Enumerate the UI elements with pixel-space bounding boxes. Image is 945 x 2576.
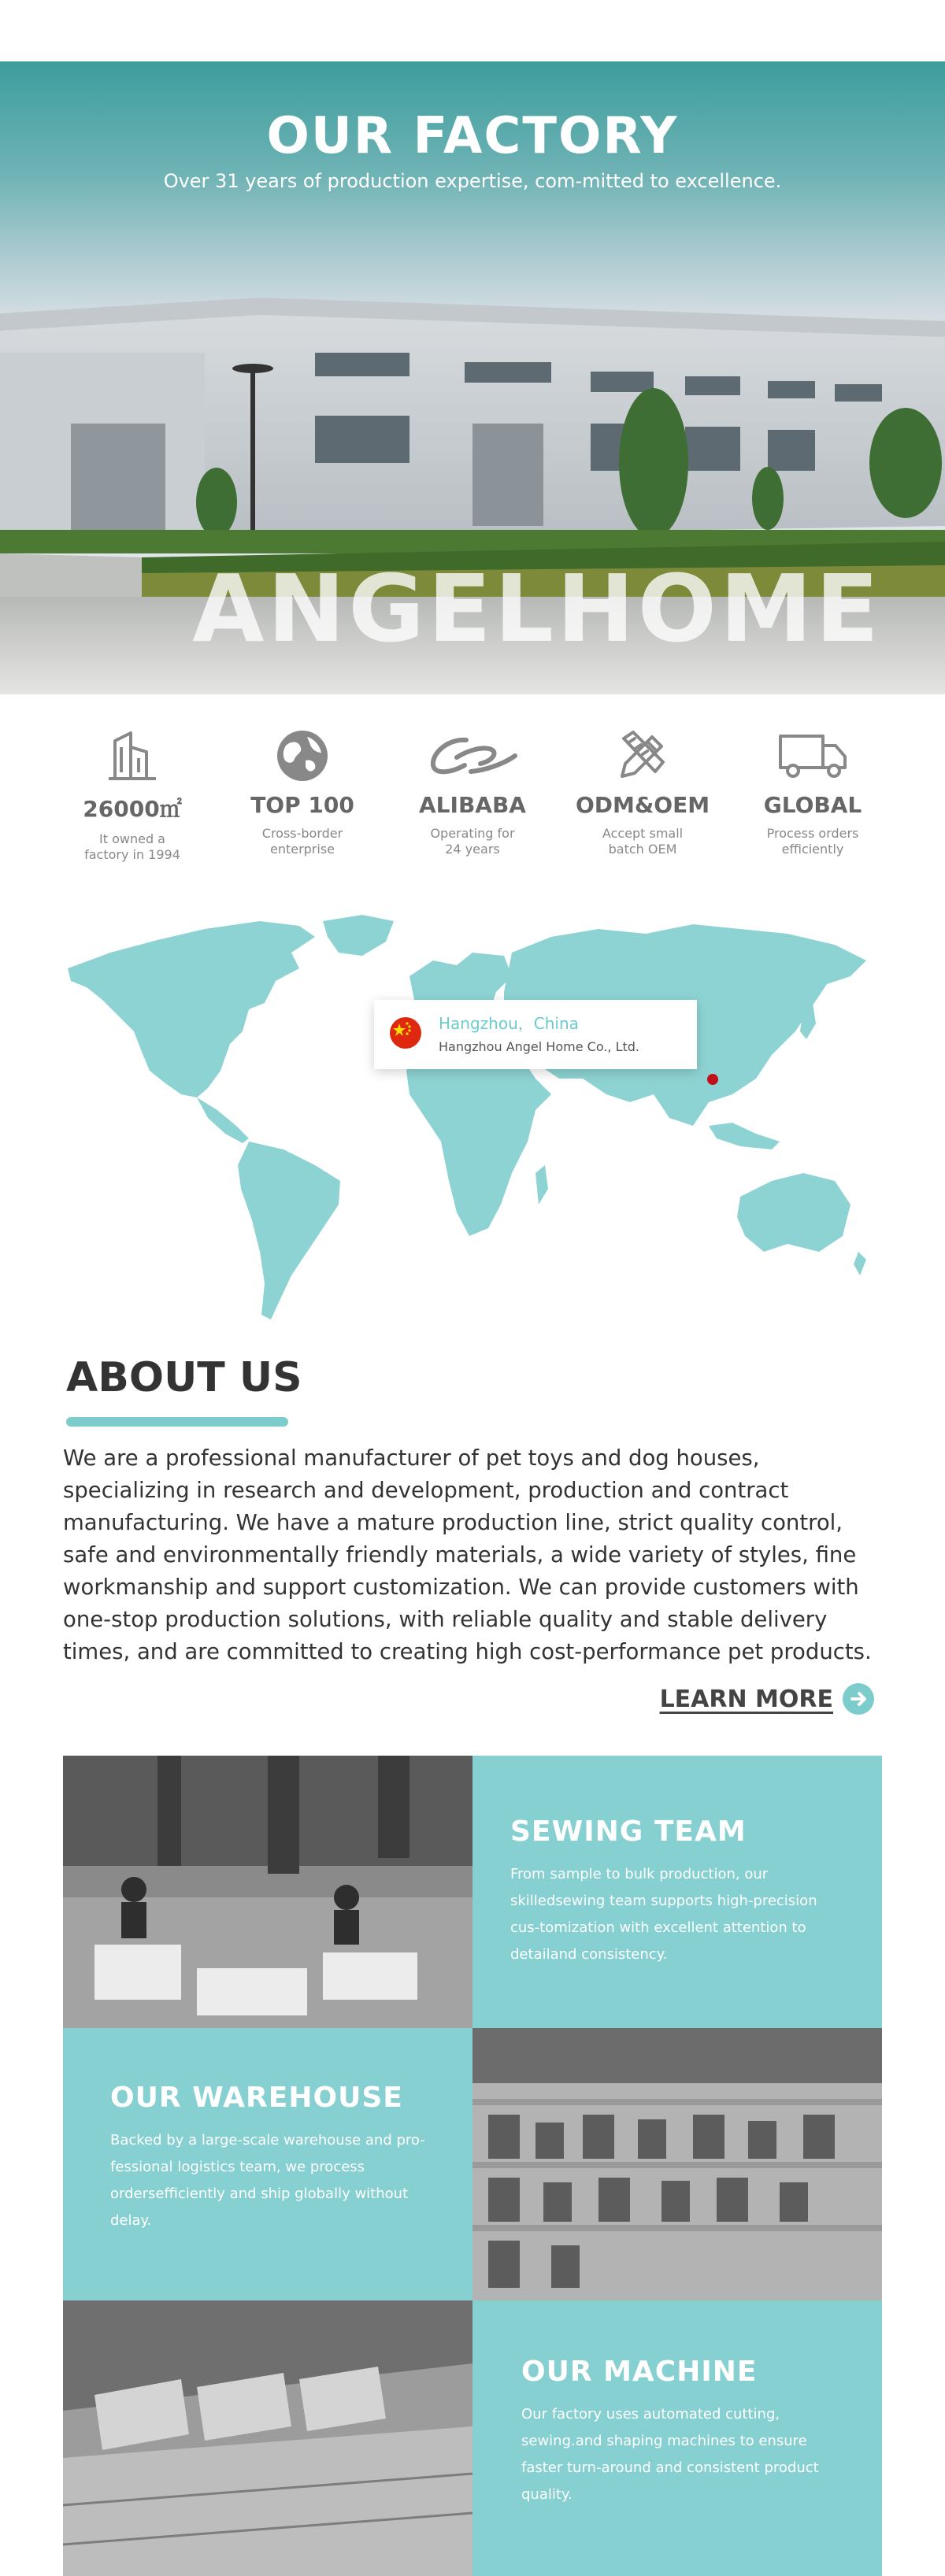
stat-odm [564, 724, 721, 874]
stat-description: Operating for 24 years [430, 826, 515, 857]
stat-description: Process orders efficiently [766, 826, 859, 857]
learn-more-link[interactable] [660, 1683, 874, 1715]
hero-subtitle: Over 31 years of production expertise, com-mitted to excellence. [163, 170, 782, 192]
about-paragraph: We are a professional manufacturer of pet toys and dog houses, specializing in research and development, production and contract manufacturing. We have a mature production line, strict quality control, safe and environmentally friendly materials, a wide variety of styles, fine workmanship and support customization. We can provide customers with one-stop production solutions, with reliable quality and stable delivery times, and are committed to creating high cost-performance pet products. [63, 1445, 872, 1664]
stat-description: It owned a factory in 1994 [84, 831, 180, 862]
sewing-photo [63, 1756, 472, 2028]
stat-ranking [224, 724, 381, 874]
stat-area [54, 724, 211, 874]
arrow-right-icon [843, 1683, 874, 1715]
stat-value: GLOBAL [763, 792, 862, 818]
machine-title: OUR MACHINE [521, 2356, 758, 2388]
location-card [374, 1000, 697, 1069]
location-city: Hangzhou，China [439, 1014, 579, 1033]
stat-description: Accept small batch OEM [602, 826, 684, 857]
machine-panel [472, 2300, 882, 2576]
building-icon [54, 724, 211, 787]
stat-alibaba [394, 724, 551, 874]
hero-title: OUR FACTORY [266, 107, 679, 165]
world-map [63, 905, 882, 1331]
alibaba-icon [394, 724, 551, 787]
learn-more-label: LEARN MORE [659, 1685, 833, 1713]
feature-grid [63, 1756, 882, 2576]
truck-icon [734, 724, 891, 787]
warehouse-photo [472, 2028, 882, 2300]
title-underline [66, 1417, 288, 1427]
brand-watermark: ANGELHOME [192, 554, 882, 663]
about-title: ABOUT US [66, 1354, 302, 1401]
stat-value: TOP 100 [250, 792, 354, 818]
warehouse-title: OUR WAREHOUSE [110, 2082, 403, 2114]
stat-value: ODM&OEM [575, 792, 710, 818]
china-flag-icon [390, 1017, 421, 1049]
stats-row [47, 724, 898, 874]
hero-banner [0, 61, 945, 694]
globe-icon [224, 724, 381, 787]
stat-description: Cross-border enterprise [261, 826, 343, 857]
company-name: Hangzhou Angel Home Co., Ltd. [439, 1039, 640, 1054]
machine-text: Our factory uses automated cutting, sewing.and shaping machines to ensure faster turn-around and consistent product quality. [521, 2406, 819, 2503]
sewing-team-panel [472, 1756, 882, 2028]
warehouse-text: Backed by a large-scale warehouse and pro-fessional logistics team, we process ordersefficiently and ship globally without delay. [110, 2132, 425, 2229]
location-pin [707, 1074, 718, 1085]
stat-global [734, 724, 891, 874]
warehouse-panel [63, 2028, 472, 2300]
sewing-team-title: SEWING TEAM [510, 1815, 747, 1848]
stat-value: 26000㎡ [83, 796, 182, 822]
tools-icon [564, 724, 721, 787]
machine-photo [63, 2300, 472, 2576]
stat-value: ALIBABA [419, 792, 526, 818]
sewing-team-text: From sample to bulk production, our skilledsewing team supports high-precision cus-tomization with excellent attention to detailand consistency. [510, 1866, 817, 1963]
